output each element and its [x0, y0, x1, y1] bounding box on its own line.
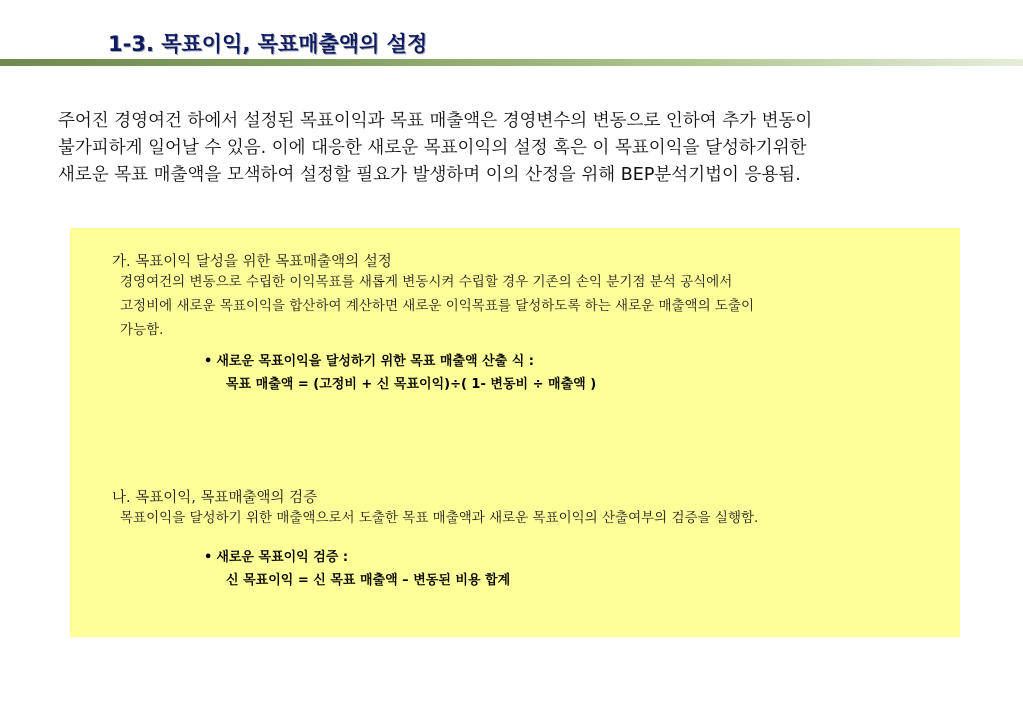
section-a-formula-title [204, 350, 596, 373]
section-a-formula-text: 목표 매출액 = (고정비 + 신 목표이익)÷( 1- 변동비 ÷ 매출액 ) [226, 377, 597, 392]
section-b-formula-text: 신 목표이익 = 신 목표 매출액 – 변동된 비용 합계 [226, 573, 511, 588]
section-a-line-3: 가능함. [120, 322, 164, 338]
intro-line-2: 불가피하게 일어날 수 있음. 이에 대응한 새로운 목표이익의 설정 혹은 이 목표이익을 달성하기위한 [58, 138, 807, 158]
content-box [70, 228, 960, 637]
bullet-icon: • [204, 354, 213, 369]
section-b-formula-title-text: 새로운 목표이익 검증 : [216, 550, 349, 565]
intro-line-1: 주어진 경영여건 하에서 설정된 목표이익과 목표 매출액은 경영변수의 변동으로 인하여 추가 변동이 [58, 111, 813, 131]
section-a-line-1: 경영여건의 변동으로 수립한 이익목표를 새롭게 변동시켜 수립할 경우 기존의 손익 분기점 분석 공식에서 [120, 274, 733, 290]
title-underline-bar [0, 59, 1023, 66]
section-b-heading: 나. 목표이익, 목표매출액의 검증 [112, 490, 318, 506]
intro-paragraph [58, 108, 1008, 189]
section-a-line-2: 고정비에 새로운 목표이익을 합산하여 계산하면 새로운 이익목표를 달성하도록 하는 새로운 매출액의 도출이 [120, 298, 755, 314]
intro-line-3: 새로운 목표 매출액을 모색하여 설정할 필요가 발생하며 이의 산정을 위해 BEP분석기법이 응용됨. [58, 165, 801, 185]
section-b-body [120, 506, 758, 530]
section-b-line-1: 목표이익을 달성하기 위한 매출액으로서 도출한 목표 매출액과 새로운 목표이익의 산출여부의 검증을 실행함. [120, 510, 759, 526]
section-b-formula-title [204, 546, 510, 569]
section-a-heading: 가. 목표이익 달성을 위한 목표매출액의 설정 [112, 254, 392, 270]
page-title: 1-3. 목표이익, 목표매출액의 설정 [108, 32, 428, 56]
section-b-formula [204, 546, 510, 592]
bullet-icon: • [204, 550, 213, 565]
section-a-formula [204, 350, 596, 396]
section-a-formula-title-text: 새로운 목표이익을 달성하기 위한 목표 매출액 산출 식 : [216, 354, 534, 369]
section-a-body [120, 270, 754, 342]
